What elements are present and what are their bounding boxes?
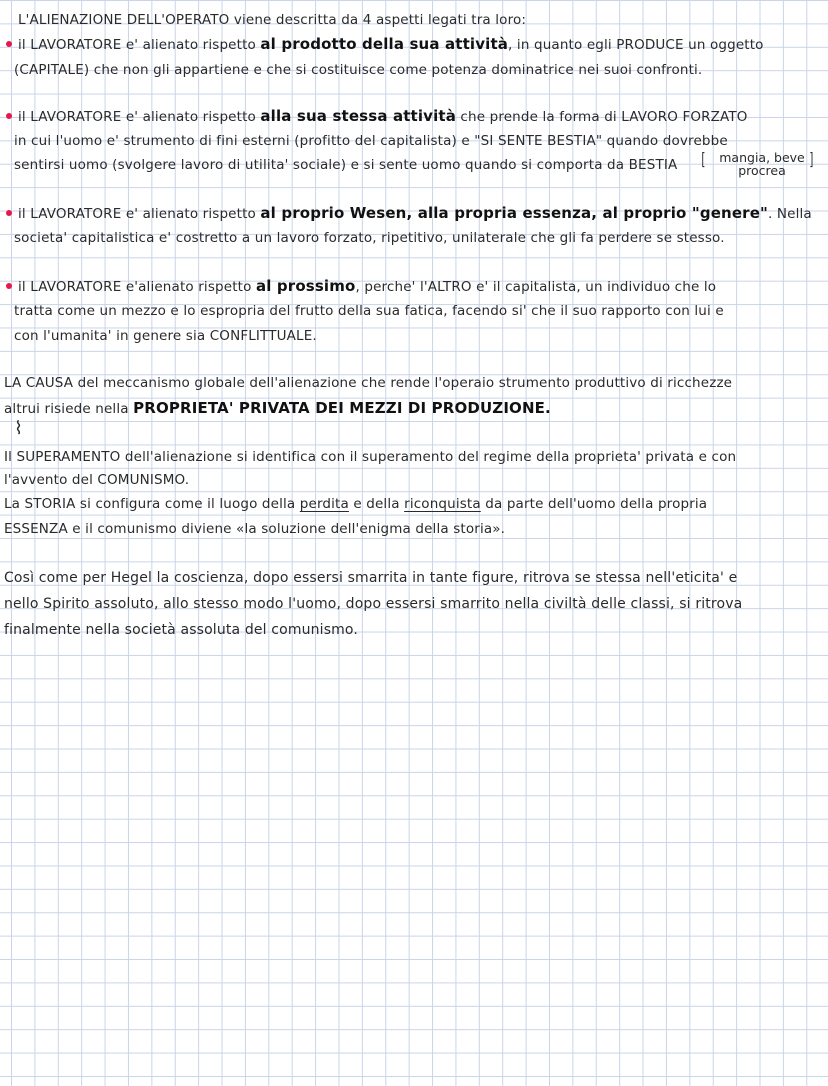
highlight-phrase: al proprio Wesen, alla propria essenza, al proprio "genere"	[260, 204, 769, 222]
highlight-phrase: alla sua stessa attività	[260, 107, 456, 125]
curly-brace-arrow: ⌇	[14, 418, 23, 439]
p6-line-1: Il SUPERAMENTO dell'alienazione si identifica con il superamento del regime della proprieta' privata e con	[4, 449, 737, 465]
bullet-dot	[6, 113, 12, 119]
p5-line-1: LA CAUSA del meccanismo globale dell'alienazione che rende l'operaio strumento produttivo di ricchezze	[4, 375, 733, 391]
p7-line-2: ESSENZA e il comunismo diviene «la soluzione dell'enigma della storia».	[4, 521, 506, 537]
right-bracket: ]	[809, 150, 814, 170]
p5-line-2: altrui risiede nella PROPRIETA' PRIVATA DEI MEZZI DI PRODUZIONE.	[4, 399, 551, 417]
p8-line-3: finalmente nella società assoluta del comunismo.	[4, 622, 359, 638]
left-bracket: [	[701, 150, 706, 170]
p1-line-1: il LAVORATORE e' alienato rispetto al prodotto della sua attività, in quanto egli PRODUCE un oggetto	[6, 34, 764, 55]
intro-line: L'ALIENAZIONE DELL'OPERATO viene descritta da 4 aspetti legati tra loro:	[18, 12, 527, 28]
underlined-word: riconquista	[404, 496, 481, 512]
bullet-dot	[6, 210, 12, 216]
highlight-phrase: al prodotto della sua attività	[260, 35, 509, 53]
p2-line-2: in cui l'uomo e' strumento di fini esterni (profitto del capitalista) e "SI SENTE BESTIA" quando dovrebbe	[14, 133, 728, 149]
p8-line-2: nello Spirito assoluto, allo stesso modo l'uomo, dopo essersi smarrito nella civiltà delle classi, si ritrova	[4, 596, 743, 612]
highlight-phrase: al prossimo	[255, 277, 356, 295]
p2-line-1: il LAVORATORE e' alienato rispetto alla sua stessa attività che prende la forma di LAVORO FORZATO	[6, 106, 748, 127]
bullet-dot	[6, 41, 12, 47]
p4-line-2: tratta come un mezzo e lo espropria del frutto della sua fatica, facendo si' che il suo rapporto con lui e	[14, 303, 724, 319]
highlight-phrase: PROPRIETA' PRIVATA DEI MEZZI DI PRODUZIONE.	[133, 399, 551, 417]
bracket-list: mangia, beve procrea	[719, 150, 805, 178]
p4-line-1: il LAVORATORE e'alienato rispetto al prossimo, perche' l'ALTRO e' il capitalista, un individuo che lo	[6, 276, 716, 297]
p1-line-2: (CAPITALE) che non gli appartiene e che si costituisce come potenza dominatrice nei suoi confronti.	[14, 62, 703, 78]
p7-line-1: La STORIA si configura come il luogo della perdita e della riconquista da parte dell'uomo della propria	[4, 496, 708, 512]
underlined-word: perdita	[299, 496, 349, 512]
p4-line-3: con l'umanita' in genere sia CONFLITTUALE.	[14, 328, 317, 344]
p3-line-1: il LAVORATORE e' alienato rispetto al proprio Wesen, alla propria essenza, al proprio "genere". Nella	[6, 203, 812, 224]
p6-line-2: l'avvento del COMUNISMO.	[4, 472, 190, 488]
bullet-dot	[6, 283, 12, 289]
p8-line-1: Così come per Hegel la coscienza, dopo essersi smarrita in tante figure, ritrova se stessa nell'eticita' e	[4, 570, 738, 586]
p3-line-2: societa' capitalistica e' costretto a un lavoro forzato, ripetitivo, unilaterale che gli fa perdere se stesso.	[14, 230, 725, 246]
p2-line-3: sentirsi uomo (svolgere lavoro di utilita' sociale) e si sente uomo quando si comporta da BESTIA	[14, 157, 678, 173]
